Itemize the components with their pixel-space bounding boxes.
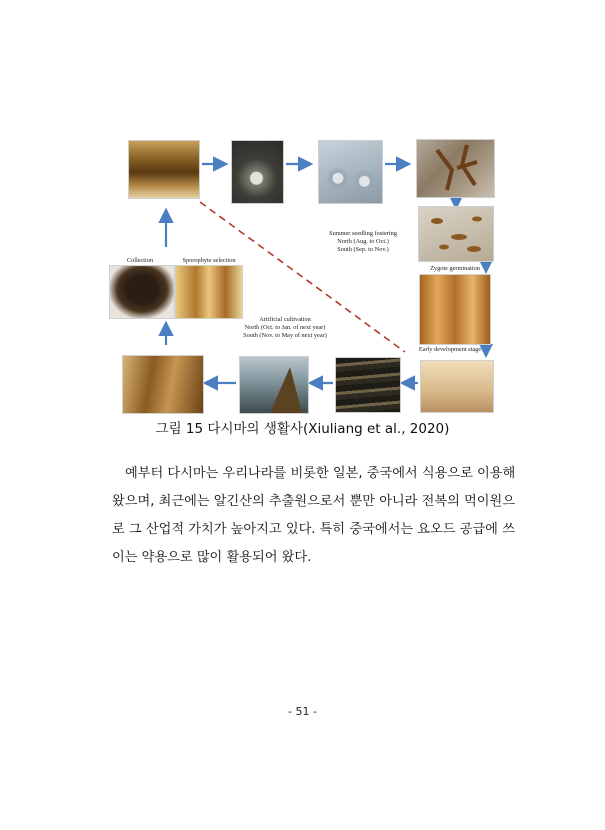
photo-early-development — [420, 360, 494, 413]
photo-zoospore — [231, 140, 284, 204]
label-north-aug: North (Aug. to Oct.) — [337, 238, 389, 245]
photo-sorus — [128, 140, 200, 199]
paragraph-line-2: 왔으며, 최근에는 알긴산의 추출원으로서 뿐만 아니라 전복의 먹이원으 — [112, 494, 515, 509]
photo-gametophyte — [318, 140, 383, 204]
label-south-sep: South (Sep. to Nov.) — [337, 246, 389, 253]
paragraph-line-1: 예부터 다시마는 우리나라를 비롯한 일본, 중국에서 식용으로 이용해 — [125, 466, 516, 481]
paragraph-line-3: 로 그 산업적 가치가 높아지고 있다. 특히 중국에서는 요오드 공급에 쓰 — [112, 522, 515, 537]
figure-caption: 그림 15 다시마의 생활사(Xiuliang et al., 2020) — [155, 421, 450, 437]
photo-kelp-harvest — [122, 355, 204, 414]
label-south-nov: South (Nov. to May of next year) — [243, 332, 327, 339]
photo-collection — [109, 265, 175, 319]
label-north-oct: North (Oct. to Jan. of next year) — [244, 324, 326, 331]
photo-sporophyte-selection — [175, 265, 243, 319]
label-collection: Collection — [126, 257, 154, 264]
label-summer-fostering: Summer seedling fostering — [329, 230, 397, 237]
label-sporophyte: Sporophyte selection — [182, 257, 236, 264]
filament-art — [417, 140, 494, 197]
photo-sea-cultivation — [239, 356, 309, 414]
photo-young-sporophytes — [419, 274, 491, 345]
photo-gametophyte-filaments — [416, 139, 495, 198]
photo-seedling-rope — [335, 357, 401, 413]
label-artificial: Artificial cultivation — [259, 316, 311, 323]
label-zygote: Zygote germination — [430, 265, 480, 272]
cultivation-art — [240, 357, 308, 413]
label-early-dev: Early development stage — [418, 346, 482, 353]
zygote-art — [419, 207, 493, 261]
page-number: - 51 - — [288, 705, 317, 718]
paragraph-line-4: 이는 약용으로 많이 활용되어 왔다. — [112, 550, 312, 565]
photo-zygote — [418, 206, 494, 262]
body-paragraph — [112, 460, 516, 572]
